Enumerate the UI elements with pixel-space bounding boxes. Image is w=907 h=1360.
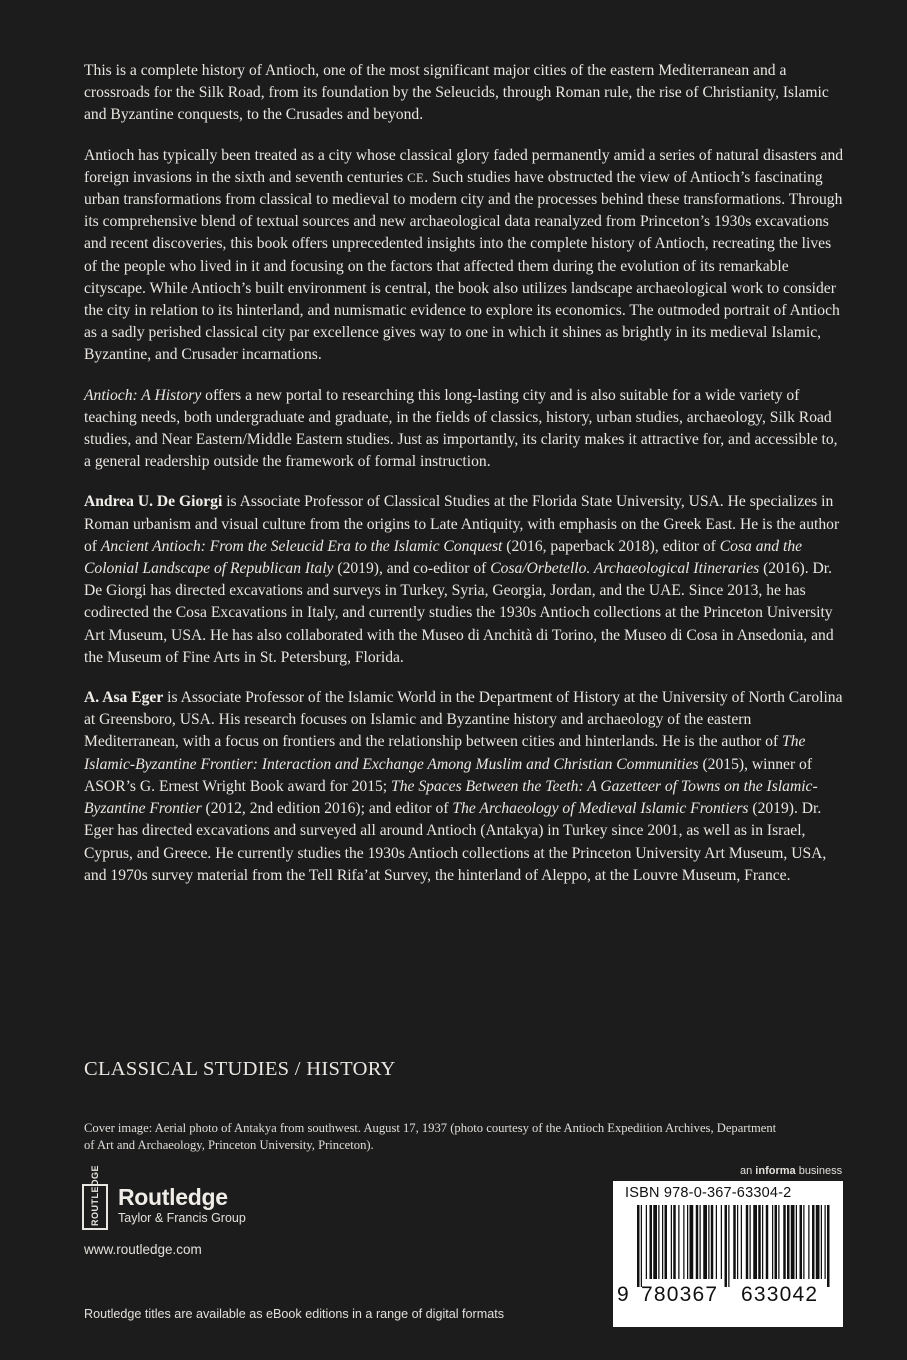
ce-small-caps: CE	[407, 170, 425, 185]
author-name: Andrea U. De Giorgi	[84, 493, 223, 511]
back-cover-blurb	[84, 60, 846, 905]
barcode-bars-icon	[619, 1205, 837, 1287]
barcode-digits-right: 633042	[741, 1283, 819, 1306]
isbn-barcode	[613, 1181, 843, 1327]
barcode-digits-left: 780367	[641, 1283, 719, 1306]
blurb-paragraph-2: Antioch has typically been treated as a city whose classical glory faded permanently amid a series of natural disasters and foreign invasions in the sixth and seventh centuries CE. Such studies have obstructed the view of Antioch’s fascinating urban transformations from classical to medieval to modern city and the processes behind these transformations. Through its comprehensive blend of textual sources and new archaeological data reanalyzed from Princeton’s 1930s excavations and recent discoveries, this book offers unprecedented insights into the complete history of Antioch, recreating the lives of the people who lived in it and focusing on the factors that affected them during the evolution of its remarkable cityscape. While Antioch’s built environment is central, the book also utilizes landscape archaeological work to consider the city in relation to its hinterland, and numismatic evidence to explore its economics. The outmoded portrait of Antioch as a sadly perished classical city par excellence gives way to one in which it shines as brightly in its medieval Islamic, Byzantine, and Crusader incarnations.	[84, 146, 844, 364]
cover-image-credit: Cover image: Aerial photo of Antakya from southwest. August 17, 1937 (photo courtesy of the Antioch Expedition Archives, Department of Art and Archaeology, Princeton University, Princeton).	[84, 1121, 777, 1152]
routledge-logo-icon: ROUTLEDGE	[82, 1184, 108, 1230]
publisher-website: www.routledge.com	[84, 1242, 202, 1257]
routledge-logo	[82, 1164, 246, 1230]
barcode-digit-first: 9	[617, 1283, 629, 1306]
author-bio-1: Andrea U. De Giorgi is Associate Professor of Classical Studies at the Florida State University, USA. He specializes in Roman urbanism and visual culture from the origins to Late Antiquity, with emphasis on the Greek East. He is the author of Ancient Antioch: From the Seleucid Era to the Islamic Conquest (2016, paperback 2018), editor of Cosa and the Colonial Landscape of Republican Italy (2019), and co-editor of Cosa/Orbetello. Archaeological Itineraries (2016). Dr. De Giorgi has directed excavations and surveys in Turkey, Syria, Georgia, Jordan, and the UAE. Since 2013, he has codirected the Cosa Excavations in Italy, and currently studies the 1930s Antioch collections at the Princeton University Art Museum, USA. He has also collaborated with the Museo di Anchità di Torino, the Museo di Cosa in Ansedonia, and the Museum of Fine Arts in St. Petersburg, Florida.	[84, 493, 840, 666]
blurb-paragraph-1: This is a complete history of Antioch, one of the most significant major cities of the eastern Mediterranean and a crossroads for the Silk Road, from its foundation by the Seleucids, through Roman rule, the rise of Christianity, Islamic and Byzantine conquests, to the Crusades and beyond.	[84, 62, 829, 124]
publisher-group: Taylor & Francis Group	[118, 1211, 246, 1225]
publisher-name: Routledge	[118, 1184, 228, 1210]
book-title: Antioch: A History	[84, 386, 202, 404]
subject-category: CLASSICAL STUDIES / HISTORY	[84, 1058, 396, 1080]
informa-tagline: an informa business	[740, 1165, 843, 1177]
ebook-note: Routledge titles are available as eBook editions in a range of digital formats	[84, 1307, 505, 1321]
author-bio-2: A. Asa Eger is Associate Professor of the Islamic World in the Department of History at the University of North Carolina at Greensboro, USA. His research focuses on Islamic and Byzantine history and archaeology of the eastern Mediterranean, with a focus on frontiers and the relationship between cities and hinterlands. He is the author of The Islamic-Byzantine Frontier: Interaction and Exchange Among Muslim and Christian Communities (2015), winner of ASOR’s G. Ernest Wright Book award for 2015; The Spaces Between the Teeth: A Gazetteer of Towns on the Islamic-Byzantine Frontier (2012, 2nd edition 2016); and editor of The Archaeology of Medieval Islamic Frontiers (2019). Dr. Eger has directed excavations and surveyed all around Antioch (Antakya) in Turkey since 2001, as well as in Israel, Cyprus, and Greece. He currently studies the 1930s Antioch collections at the Princeton University Art Museum, USA, and 1970s survey material from the Tell Rifa’at Survey, the hinterland of Aleppo, at the Louvre Museum, France.	[84, 689, 843, 884]
author-name: A. Asa Eger	[84, 689, 164, 707]
blurb-paragraph-3: Antioch: A History offers a new portal to researching this long-lasting city and is also suitable for a wide variety of teaching needs, both undergraduate and graduate, in the fields of classics, history, urban studies, archaeology, Silk Road studies, and Near Eastern/Middle Eastern studies. Just as importantly, its clarity makes it attractive for, and accessible to, a general readership outside the framework of formal instruction.	[84, 386, 838, 471]
isbn-text: ISBN 978-0-367-63304-2	[625, 1185, 792, 1201]
